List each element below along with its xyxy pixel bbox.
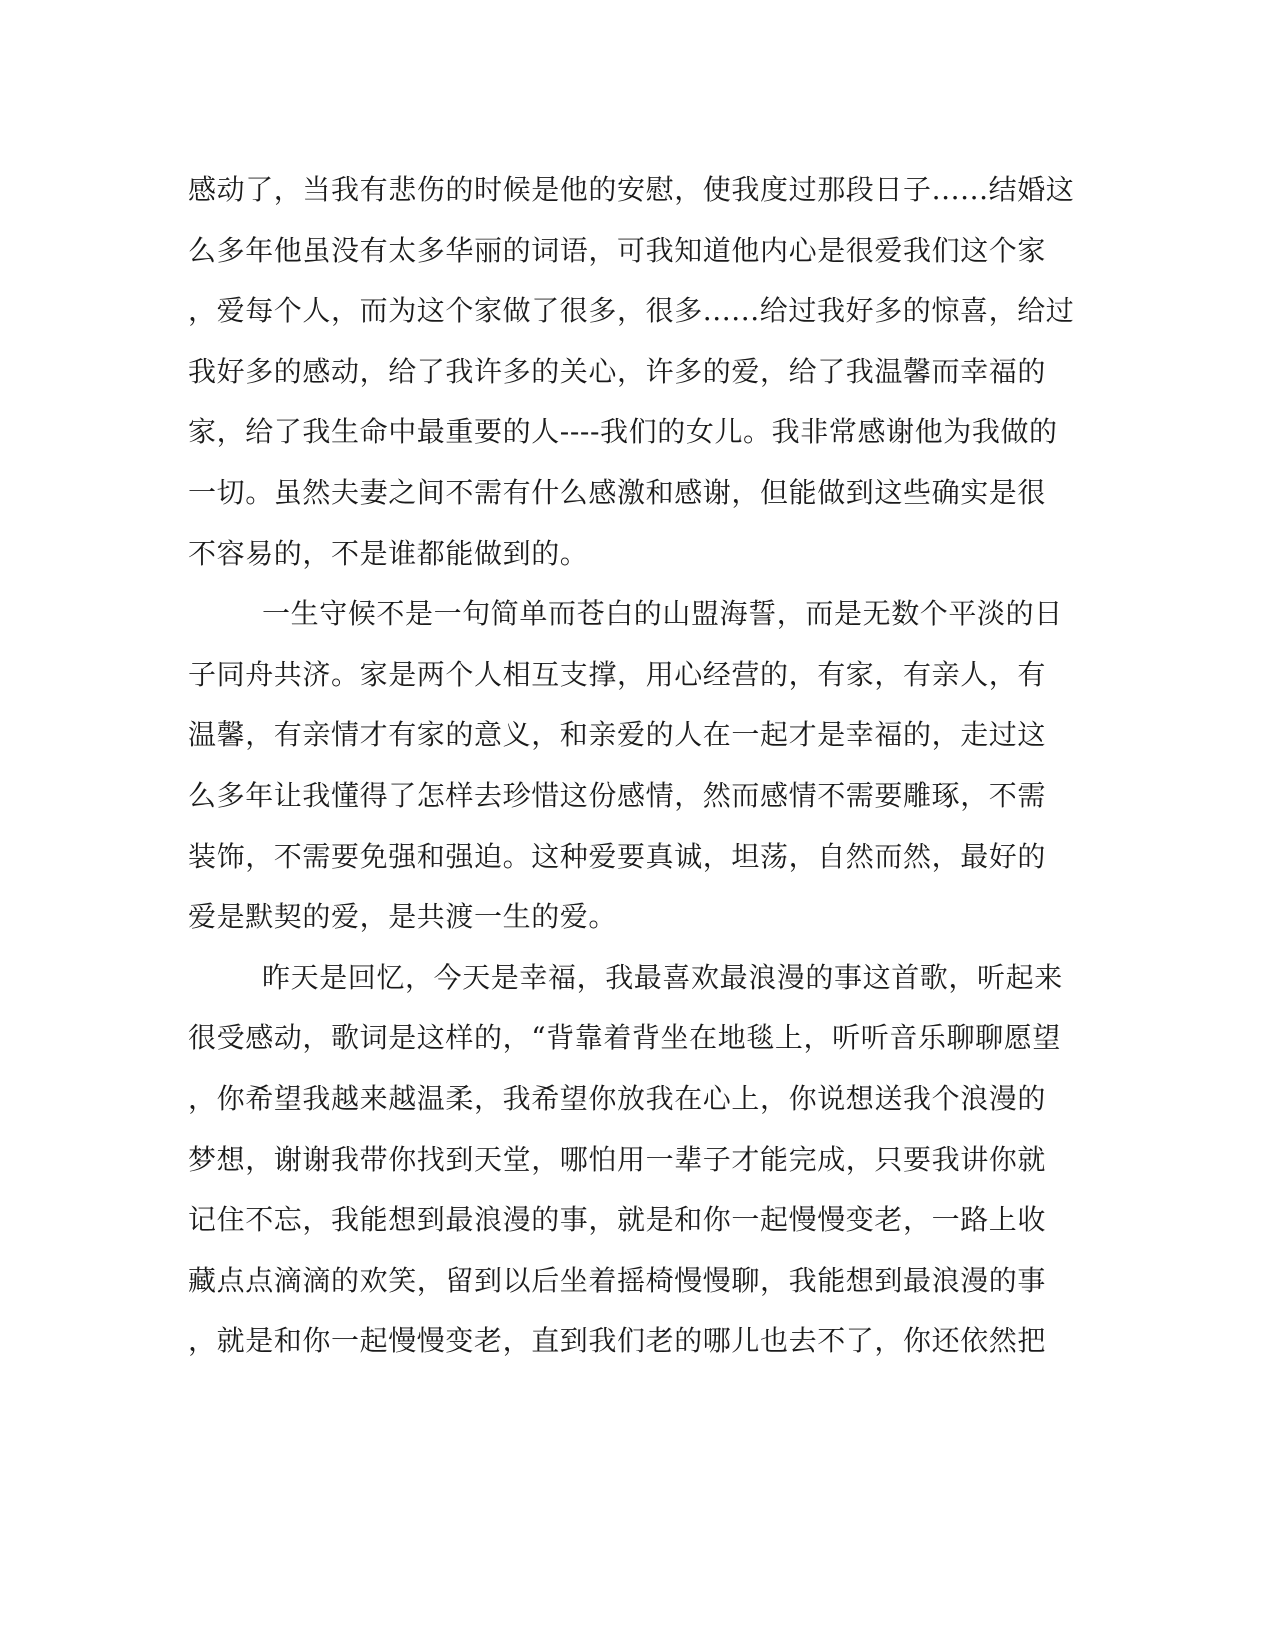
text-line: 我好多的感动，给了我许多的关心，许多的爱，给了我温馨而幸福的: [188, 354, 1047, 388]
text-line: ，你希望我越来越温柔，我希望你放我在心上，你说想送我个浪漫的: [188, 1081, 1047, 1115]
text-line: 装饰，不需要免强和强迫。这种爱要真诚，坦荡，自然而然，最好的: [188, 839, 1047, 873]
paragraph-start-line: 一生守候不是一句简单而苍白的山盟海誓，而是无数个平淡的日: [262, 597, 1063, 631]
text-line: 记住不忘，我能想到最浪漫的事，就是和你一起慢慢变老，一路上收: [188, 1203, 1047, 1237]
text-line: 一切。虽然夫妻之间不需有什么感激和感谢，但能做到这些确实是很: [188, 475, 1047, 509]
text-line: 感动了，当我有悲伤的时候是他的安慰，使我度过那段日子......结婚这: [188, 173, 1075, 206]
text-line: 温馨，有亲情才有家的意义，和亲爱的人在一起才是幸福的，走过这: [188, 718, 1047, 752]
text-line: 藏点点滴滴的欢笑，留到以后坐着摇椅慢慢聊，我能想到最浪漫的事: [188, 1263, 1047, 1297]
text-line: 子同舟共济。家是两个人相互支撑，用心经营的，有家，有亲人，有: [188, 657, 1047, 691]
text-line: 么多年让我懂得了怎样去珍惜这份感情，然而感情不需要雕琢，不需: [188, 778, 1047, 812]
text-line: 很受感动，歌词是这样的，“背靠着背坐在地毯上，听听音乐聊聊愿望: [188, 1021, 1061, 1055]
text-line: 爱是默契的爱，是共渡一生的爱。: [188, 900, 618, 934]
text-line: 么多年他虽没有太多华丽的词语，可我知道他内心是很爱我们这个家: [188, 233, 1047, 267]
text-line: ，爱每个人，而为这个家做了很多，很多......给过我好多的惊喜，给过: [188, 294, 1075, 328]
text-line: ，就是和你一起慢慢变老，直到我们老的哪儿也去不了，你还依然把: [188, 1324, 1047, 1358]
text-line: 不容易的，不是谁都能做到的。: [188, 536, 589, 570]
text-line: 家，给了我生命中最重要的人----我们的女儿。我非常感谢他为我做的: [188, 415, 1058, 449]
body-text: [188, 160, 1088, 1372]
paragraph-start-line: 昨天是回忆，今天是幸福，我最喜欢最浪漫的事这首歌，听起来: [262, 960, 1063, 994]
text-line: 梦想，谢谢我带你找到天堂，哪怕用一辈子才能完成，只要我讲你就: [188, 1142, 1047, 1176]
